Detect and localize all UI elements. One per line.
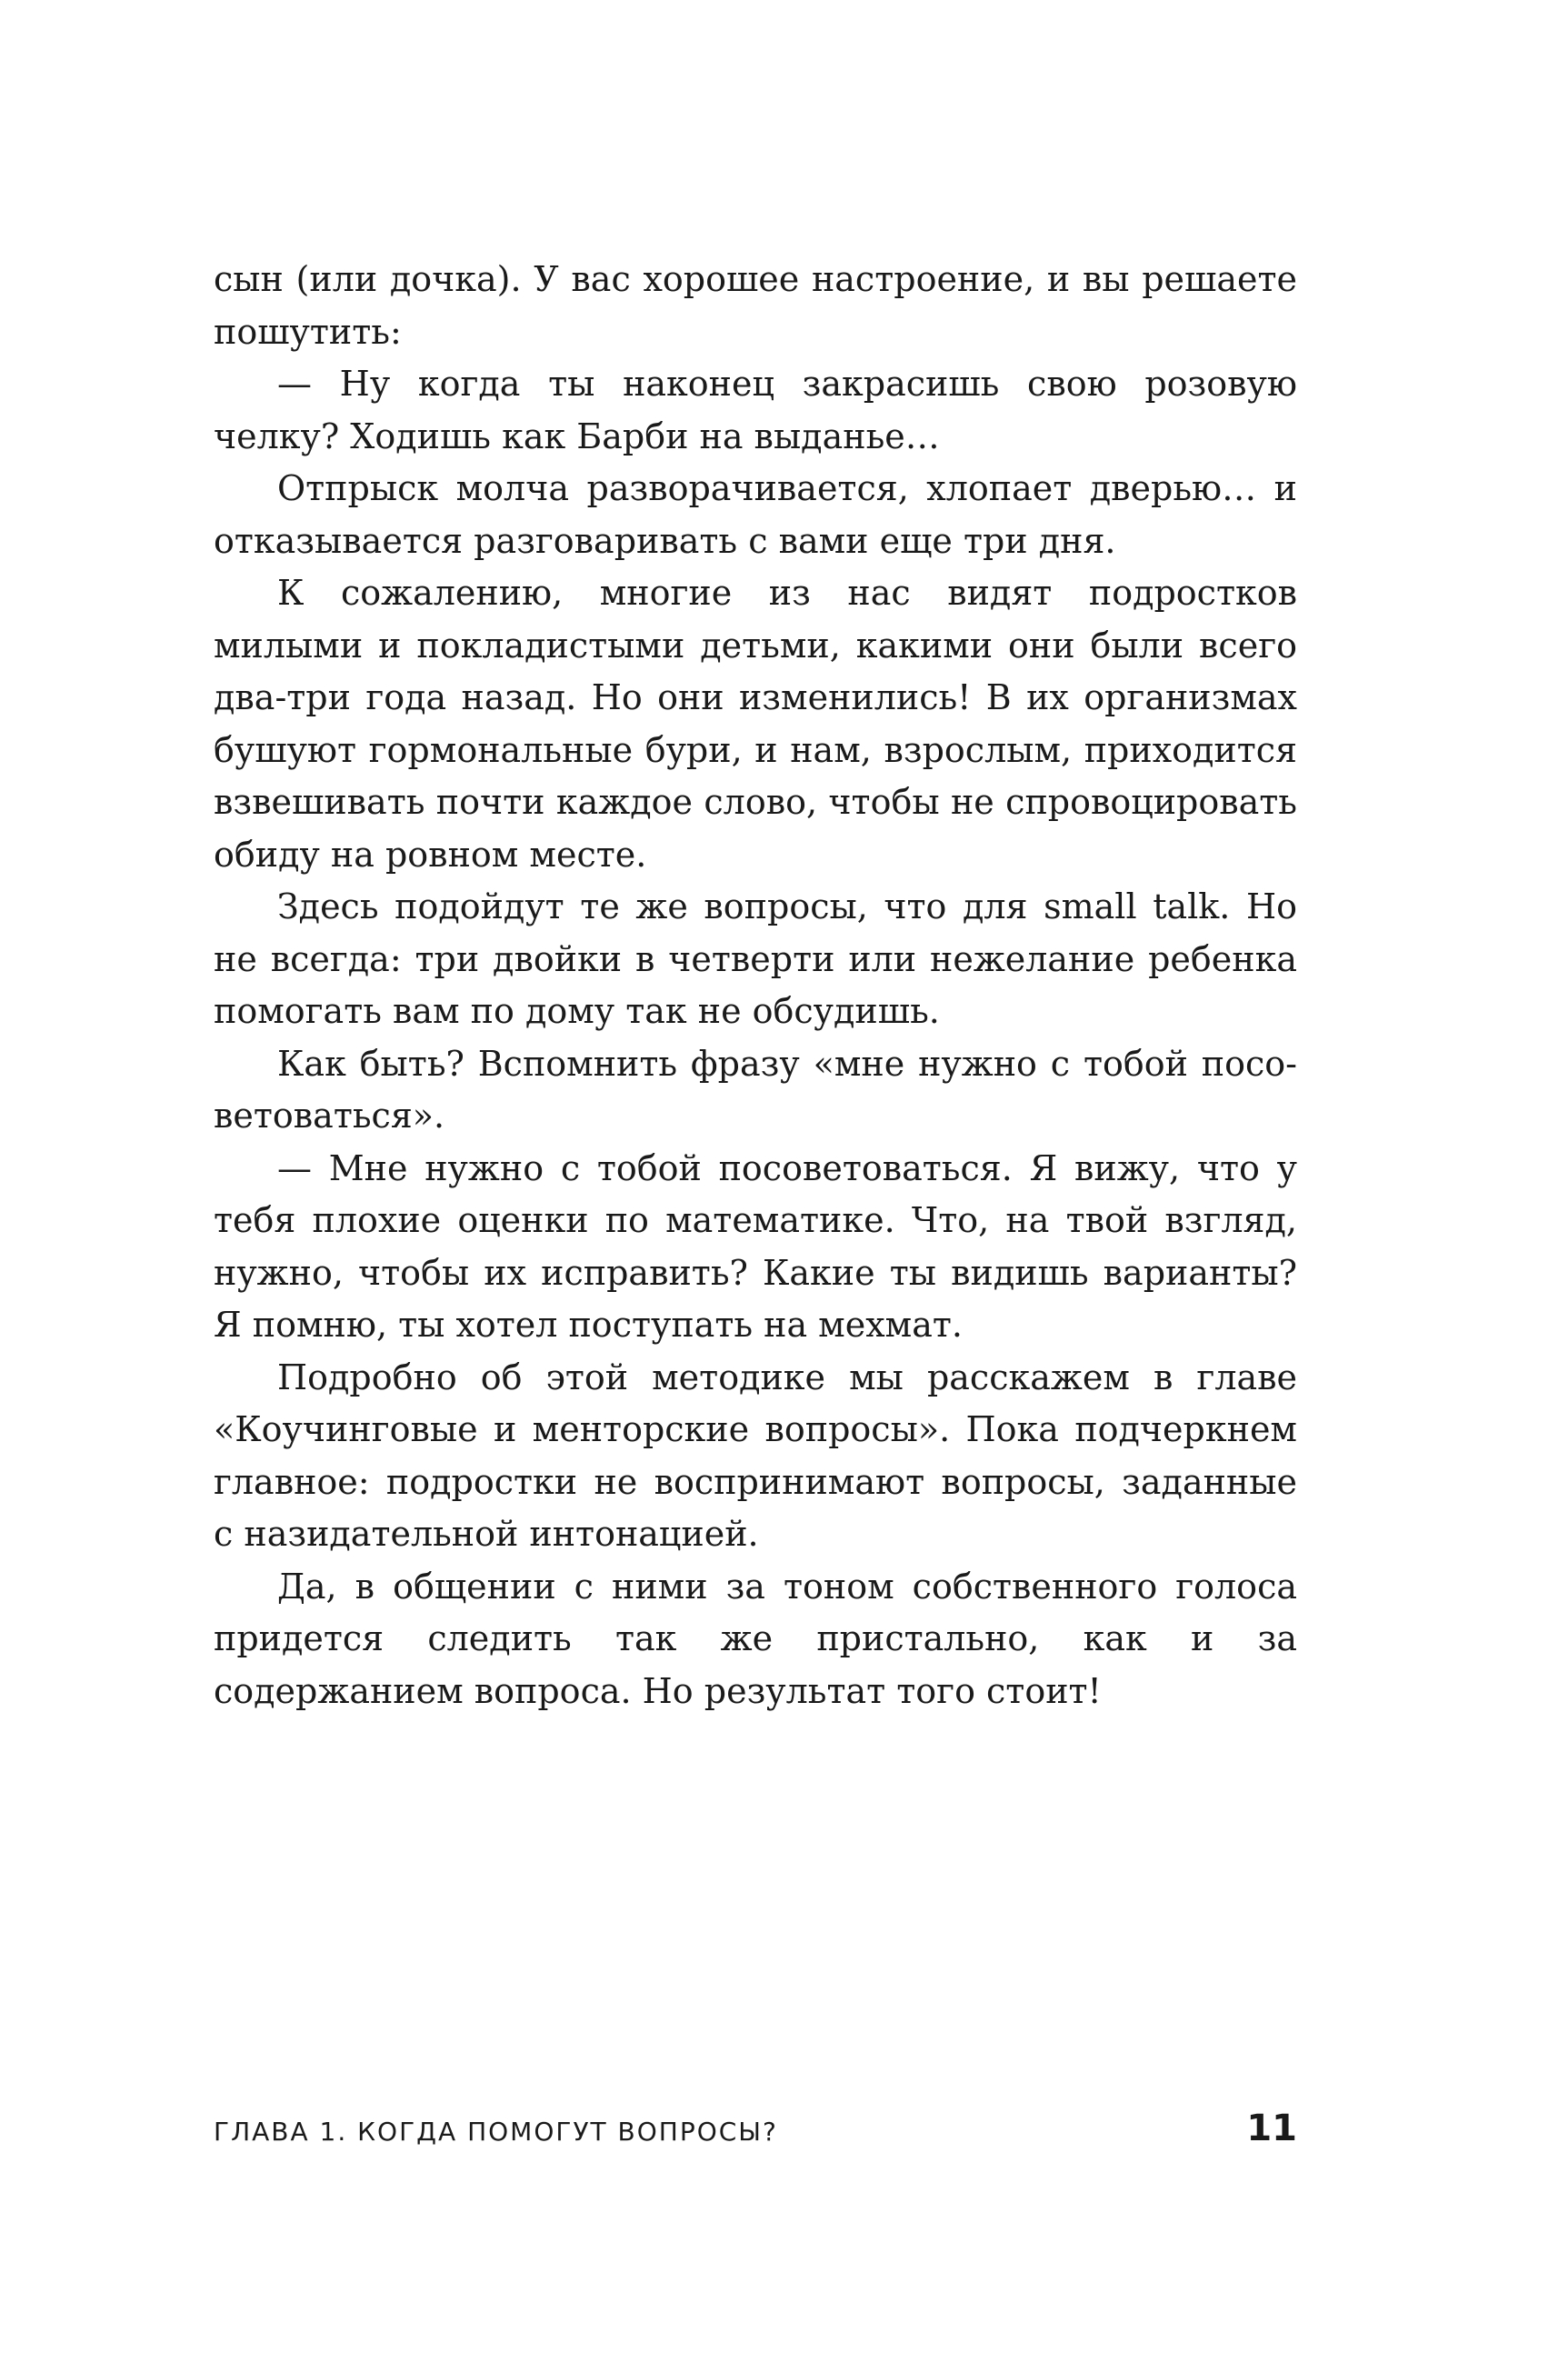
page-footer — [214, 2108, 1297, 2162]
running-head: ГЛАВА 1. КОГДА ПОМОГУТ ВОПРОСЫ? — [214, 2117, 778, 2147]
paragraph: Как быть? Вспомнить фразу «мне нужно с тобой посоветоваться». — [214, 1043, 1297, 1136]
paragraph: — Мне нужно с тобой посоветоваться. Я вижу, что у тебя плохие оценки по математике. Что, на твой взгляд, нужно, чтобы их исправить? Какие ты видишь варианты? Я помню, ты хотел поступать на мехмат. — [214, 1147, 1297, 1345]
paragraph: К сожалению, многие из нас видят подростков милыми и покладистыми детьми, какими они были всего два-три года назад. Но они изменились! В их организмах бушуют гормональные бури, и нам, взрослым, приходится взвешивать почти каждое слово, чтобы не спровоцировать обиду на ровном месте. — [214, 573, 1297, 875]
paragraph: Да, в общении с ними за тоном собственного голоса придется следить так же пристально, как и за содержанием вопроса. Но результат того стоит! — [214, 1566, 1297, 1711]
page-number: 11 — [1246, 2108, 1297, 2149]
paragraph: Здесь подойдут те же вопросы, что для small talk. Но не всегда: три двойки в четверти или нежелание ребенка помогать вам по дому так не обсудишь. — [214, 886, 1297, 1031]
body-text — [214, 254, 1297, 1717]
paragraph: Отпрыск молча разворачивается, хлопает дверью… и отказывается разговаривать с вами еще три дня. — [214, 468, 1297, 561]
paragraph: сын (или дочка). У вас хорошее настроение, и вы решаете пошутить: — [214, 259, 1297, 352]
paragraph: Подробно об этой методике мы расскажем в главе «Коучинговые и менторские вопросы». Пока подчеркнем главное: подростки не воспринимают вопросы, заданные с назидательной интонацией. — [214, 1357, 1297, 1554]
paragraph: — Ну когда ты наконец закрасишь свою розовую челку? Ходишь как Барби на выданье… — [214, 364, 1297, 456]
